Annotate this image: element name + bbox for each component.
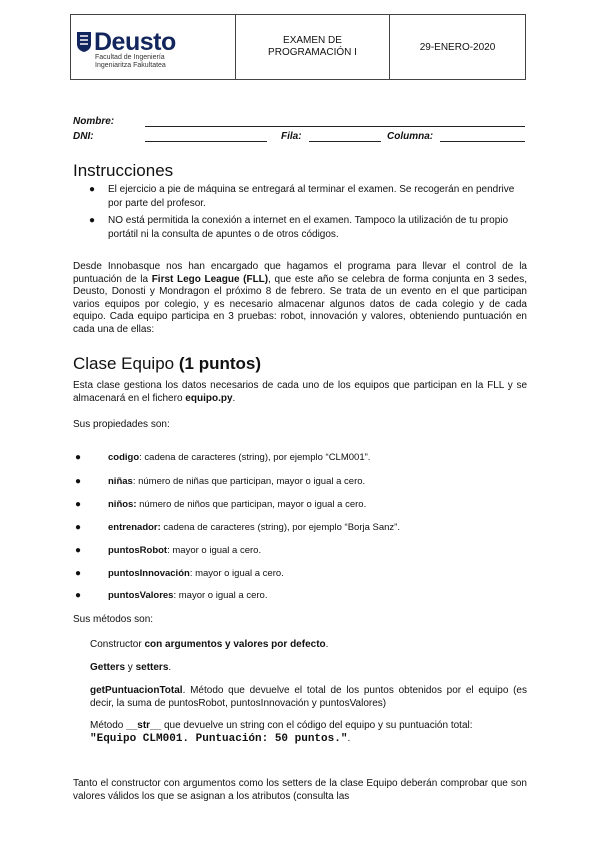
logo-subtitle-1: Facultad de Ingeniería bbox=[95, 54, 165, 61]
instructions-heading: Instrucciones bbox=[73, 161, 174, 180]
fila-label: Fila: bbox=[281, 131, 302, 142]
logo-subtitle-2: Ingeniaritza Fakultatea bbox=[95, 62, 166, 69]
bullet-icon: ● bbox=[75, 590, 82, 601]
method-str: Método __str__ que devuelve un string con el código del equipo y su puntuación total: "Equipo CLM001. Puntuación: 50 puntos.". bbox=[90, 720, 473, 745]
method-get-puntuacion-total: getPuntuacionTotal. Método que devuelve el total de los puntos obtenidos por el equipo (es decir, la suma de puntosRobot, puntosInnovación y puntosValores) bbox=[90, 685, 527, 709]
student-fields bbox=[73, 112, 525, 142]
nombre-field[interactable] bbox=[145, 117, 525, 127]
final-paragraph: Tanto el constructor con argumentos como los setters de la clase Equipo deberán comprobar que son valores válidos los que se asignan a los atributos (consulta las bbox=[73, 778, 527, 802]
clase-description: Esta clase gestiona los datos necesarios de cada uno de los equipos que participan en la FLL y se almacenará en el fichero equipo.py. bbox=[73, 380, 527, 404]
bullet-icon: ● bbox=[75, 568, 82, 579]
columna-field[interactable] bbox=[440, 132, 525, 142]
property-name: codigo bbox=[108, 452, 140, 463]
property-name: puntosValores bbox=[108, 590, 174, 601]
nombre-label: Nombre: bbox=[73, 116, 115, 127]
exam-title-line-2: PROGRAMACIÓN I bbox=[268, 47, 357, 58]
property-name: entrenador: bbox=[108, 522, 161, 533]
exam-title-cell bbox=[236, 15, 390, 80]
exam-title-line-1: EXAMEN DE bbox=[283, 35, 342, 46]
file-name: equipo.py bbox=[185, 392, 233, 404]
property-desc: : número de niñas que participan, mayor o igual a cero. bbox=[132, 476, 366, 487]
fila-field[interactable] bbox=[309, 132, 381, 142]
properties-intro: Sus propiedades son: bbox=[73, 419, 170, 430]
intro-paragraph: Desde Innobasque nos han encargado que hagamos el programa para llevar el control de la puntuación de la First Lego League (FLL), que este año se celebra de forma conjunta en 3 sedes, Deusto, Donosti y Mondragon el próximo 8 de febrero. Se trata de un evento en el que participan varios equipos por colegio, y es necesario almacenar algunos datos de cada colegio y de cada equipo. Cada equipo participa en 3 pruebas: robot, innovación y valores, obteniendo puntuación en cada una de ellas: bbox=[73, 261, 528, 335]
property-desc: : cadena de caracteres (string), por ejemplo “CLM001”. bbox=[139, 452, 371, 463]
bullet-icon: ● bbox=[75, 545, 82, 556]
header-table bbox=[70, 14, 526, 80]
logo-cell bbox=[71, 15, 236, 80]
deusto-logo bbox=[71, 24, 235, 54]
columna-label: Columna: bbox=[387, 131, 434, 142]
property-desc: : mayor o igual a cero. bbox=[167, 545, 262, 556]
property-desc: : mayor o igual a cero. bbox=[173, 590, 268, 601]
logo-text: Deusto bbox=[94, 28, 176, 56]
property-name: puntosInnovación bbox=[108, 568, 190, 579]
fll-name: First Lego League (FLL) bbox=[151, 273, 269, 285]
nombre-row bbox=[73, 112, 525, 127]
dni-label: DNI: bbox=[73, 131, 94, 142]
property-desc: : mayor o igual a cero. bbox=[189, 568, 284, 579]
clase-equipo-heading: Clase Equipo (1 puntos) bbox=[73, 354, 262, 373]
property-name: niñas bbox=[108, 476, 133, 487]
dni-field[interactable] bbox=[145, 132, 267, 142]
methods-intro: Sus métodos son: bbox=[73, 614, 154, 625]
instruction-bullet-1: ● El ejercicio a pie de máquina se entregará al terminar el examen. Se recogerán en pendrive por parte del profesor. bbox=[89, 184, 515, 209]
property-desc: número de niños que participan, mayor o igual a cero. bbox=[136, 499, 367, 510]
bullet-icon: ● bbox=[89, 215, 96, 226]
bullet-icon: ● bbox=[75, 522, 82, 533]
property-desc: cadena de caracteres (string), por ejemplo “Borja Sanz”. bbox=[160, 522, 400, 533]
clase-points: (1 puntos) bbox=[178, 354, 262, 373]
bullet-icon: ● bbox=[75, 452, 82, 463]
bullet-icon: ● bbox=[89, 184, 96, 195]
method-constructor: Constructor con argumentos y valores por defecto. bbox=[90, 639, 329, 650]
deusto-shield-icon bbox=[77, 32, 91, 52]
method-getters-setters: Getters y setters. bbox=[90, 662, 172, 673]
instruction-bullet-2: ● NO está permitida la conexión a internet en el examen. Tampoco la utilización de tu propio portátil ni la consulta de apuntes o de otros códigos. bbox=[89, 215, 509, 240]
exam-date: 29-ENERO-2020 bbox=[390, 15, 526, 80]
bullet-icon: ● bbox=[75, 476, 82, 487]
str-example: "Equipo CLM001. Puntuación: 50 puntos." bbox=[90, 732, 348, 745]
property-name: niños: bbox=[108, 499, 137, 510]
property-name: puntosRobot bbox=[108, 545, 168, 556]
dni-row bbox=[73, 127, 525, 142]
bullet-icon: ● bbox=[75, 499, 82, 510]
